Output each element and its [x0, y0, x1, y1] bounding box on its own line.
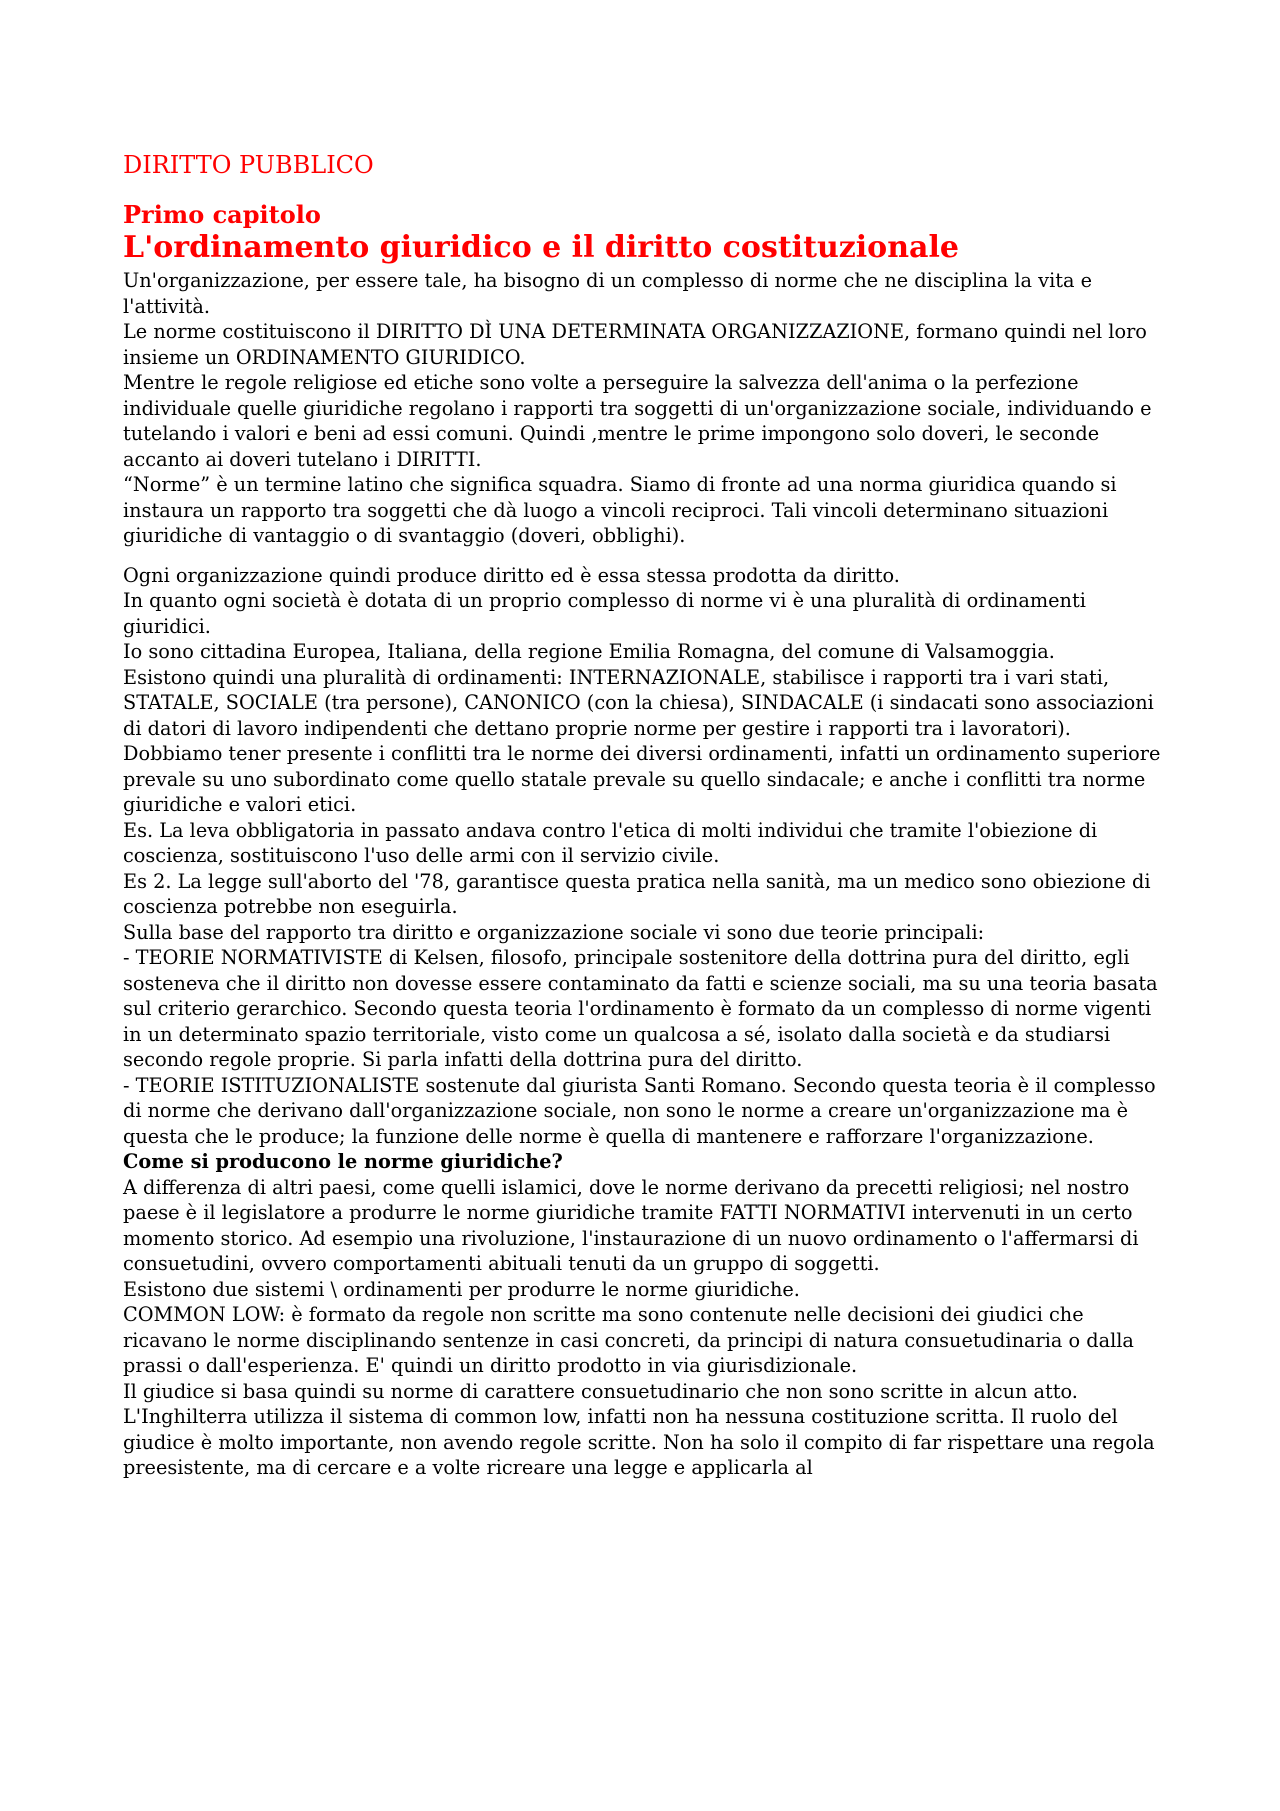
paragraph: - TEORIE NORMATIVISTE di Kelsen, filosofo, principale sostenitore della dottrina pura del diritto, egli sosteneva che il diritto non dovesse essere contaminato da fatti e scienze sociali, ma su una teoria basata sul criterio gerarchico. Secondo questa teoria l'ordinamento è formato da un complesso di norme vigenti in un determinato spazio territoriale, visto come un qualcosa a sé, isolato dalla società e da studiarsi secondo regole proprie. Si parla infatti della dottrina pura del diritto. — [123, 946, 1158, 1071]
paragraph: Esistono quindi una pluralità di ordinamenti: INTERNAZIONALE, stabilisce i rapporti tra i vari stati, STATALE, SOCIALE (tra persone), CANONICO (con la chiesa), SINDACALE (i sindacati sono associazioni di datori di lavoro indipendenti che dettano proprie norme per gestire i rapporti tra i lavoratori). — [123, 665, 1154, 740]
paragraph: Mentre le regole religiose ed etiche sono volte a perseguire la salvezza dell'anima o la perfezione individuale quelle giuridiche regolano i rapporti tra soggetti di un'organizzazione sociale, individuando e tutelando i valori e beni ad essi comuni. Quindi ,mentre le prime impongono solo doveri, le seconde accanto ai doveri tutelano i DIRITTI. — [123, 371, 1152, 471]
paragraph: “Norme” è un termine latino che significa squadra. Siamo di fronte ad una norma giuridica quando si instaura un rapporto tra soggetti che dà luogo a vincoli reciproci. Tali vincoli determinano situazioni giuridiche di vantaggio o di svantaggio (doveri, obblighi). — [123, 473, 1117, 547]
paragraph: - TEORIE ISTITUZIONALISTE sostenute dal giurista Santi Romano. Secondo questa teoria è il complesso di norme che derivano dall'organizzazione sociale, non sono le norme a creare un'organizzazione ma è questa che le produce; la funzione delle norme è quella di mantenere e rafforzare l'organizzazione. — [123, 1073, 1156, 1148]
document-page — [123, 150, 1173, 1481]
subheading: Come si producono le norme giuridiche? — [123, 1150, 563, 1173]
paragraph: Ogni organizzazione quindi produce diritto ed è essa stessa prodotta da diritto. — [123, 563, 900, 587]
paragraph: Sulla base del rapporto tra diritto e organizzazione sociale vi sono due teorie principali: — [123, 920, 985, 944]
section-heading: L'ordinamento giuridico e il diritto costituzionale — [123, 230, 959, 265]
paragraph: Es 2. La legge sull'aborto del '78, garantisce questa pratica nella sanità, ma un medico sono obiezione di coscienza potrebbe non eseguirla. — [123, 869, 1151, 918]
paragraph: Es. La leva obbligatoria in passato andava contro l'etica di molti individui che tramite l'obiezione di coscienza, sostituiscono l'uso delle armi con il servizio civile. — [123, 818, 1098, 867]
chapter-heading: Primo capitolo — [123, 200, 321, 229]
paragraph: Il giudice si basa quindi su norme di carattere consuetudinario che non sono scritte in alcun atto. — [123, 1379, 1078, 1403]
paragraph: Le norme costituiscono il DIRITTO DÌ UNA DETERMINATA ORGANIZZAZIONE, formano quindi nel loro insieme un ORDINAMENTO GIURIDICO. — [123, 320, 1147, 369]
paragraph: Dobbiamo tener presente i conflitti tra le norme dei diversi ordinamenti, infatti un ordinamento superiore prevale su uno subordinato come quello statale prevale su quello sindacale; e anche i conflitti tra norme giuridiche e valori etici. — [123, 742, 1161, 816]
paragraph: Io sono cittadina Europea, Italiana, della regione Emilia Romagna, del comune di Valsamoggia. — [123, 640, 1055, 663]
paragraph: Esistono due sistemi \ ordinamenti per produrre le norme giuridiche. — [123, 1277, 800, 1301]
paragraph: L'Inghilterra utilizza il sistema di common low, infatti non ha nessuna costituzione scritta. Il ruolo del giudice è molto importante, non avendo regole scritte. Non ha solo il compito di far rispettare una regola preesistente, ma di cercare e a volte ricreare una legge e applicarla al — [123, 1405, 1155, 1479]
paragraph: A differenza di altri paesi, come quelli islamici, dove le norme derivano da precetti religiosi; nel nostro paese è il legislatore a produrre le norme giuridiche tramite FATTI NORMATIVI intervenuti in un certo momento storico. Ad esempio una rivoluzione, l'instaurazione di un nuovo ordinamento o l'affermarsi di consuetudini, ovvero comportamenti abituali tenuti da un gruppo di soggetti. — [123, 1175, 1139, 1275]
document-title: DIRITTO PUBBLICO — [123, 151, 374, 179]
paragraph: Un'organizzazione, per essere tale, ha bisogno di un complesso di norme che ne disciplina la vita e l'attività. — [123, 269, 1093, 318]
paragraph: In quanto ogni società è dotata di un proprio complesso di norme vi è una pluralità di ordinamenti giuridici. — [123, 589, 1086, 638]
paragraph: COMMON LOW: è formato da regole non scritte ma sono contenute nelle decisioni dei giudici che ricavano le norme disciplinando sentenze in casi concreti, da principi di natura consuetudinaria o dalla prassi o dall'esperienza. E' quindi un diritto prodotto in via giurisdizionale. — [123, 1303, 1134, 1377]
